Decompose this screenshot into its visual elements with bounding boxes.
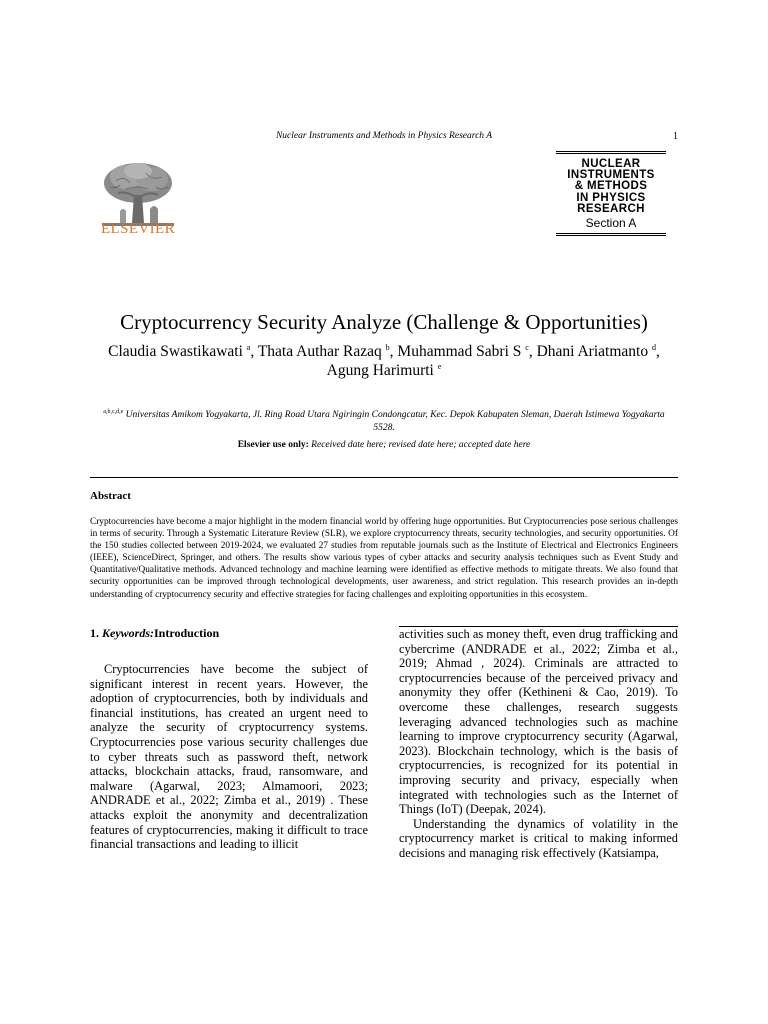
author-name: Claudia Swastikawati [108,343,243,360]
affiliation-text: Universitas Amikom Yogyakarta, Jl. Ring Road Utara Ngiringin Condongcatur, Kec. Depok Kabupaten Sleman, Daerah Istimewa Yogyakarta 5528. [125,410,665,433]
author-name: Dhani Ariatmanto [536,343,649,360]
author-name: Thata Authar Razaq [257,343,382,360]
divider [90,477,678,478]
paragraph: Understanding the dynamics of volatility in the cryptocurrency market is critical to making informed decisions and managing risk effectively (Katsiampa, [399,816,678,860]
author-mark: e [437,361,442,371]
article-title: Cryptocurrency Security Analyze (Challenge & Opportunities) [120,310,648,334]
author-name: Agung Harimurti [326,362,434,379]
running-head [90,131,678,141]
keywords-label: Keywords: [102,626,154,640]
elsevier-wordmark: ELSEVIER [100,221,176,237]
dates-text: Received date here; revised date here; accepted date here [308,440,531,450]
section-heading [90,626,219,641]
author-mark: d [651,342,656,352]
body-column-left [90,662,368,852]
journal-logo-box [556,151,666,236]
author-mark: a [246,342,251,352]
section-title: Introduction [154,626,220,640]
affiliation-marks: a,b,c,d,e [103,408,124,415]
section-number: 1. [90,626,102,640]
journal-section: Section A [585,216,637,231]
affiliation [100,409,668,435]
journal-name: NUCLEAR INSTRUMENTS & METHODS IN PHYSICS RESEARCH [567,158,655,215]
dates-label: Elsevier use only: [237,440,309,450]
paragraph: Cryptocurrencies have become the subject of significant interest in recent years. However, the adoption of cryptocurrencies, both by individuals and financial institutions, has created an urgent need to analyze the security of cryptocurrency systems. Cryptocurrencies pose various security challenges due to cyber threats such as password theft, network attacks, blockchain attacks, fraud, ransomware, and malware (Agarwal, 2023; Almamoori, 2023; ANDRADE et al., 2022; Zimba et al., 2019) . These attacks exploit the anonymity and decentralization features of cryptocurrencies, making it difficult to trace financial transactions and leading to illicit [90,662,368,852]
abstract-body: Cryptocurrencies have become a major highlight in the modern financial world by offering huge opportunities. But Cryptocurrencies pose serious challenges in terms of security. Through a Systematic Literature Review (SLR), we explore cryptocurrency threats, security technologies, and security opportunities. Of the 150 studies collected between 2019-2024, we evaluated 27 studies from reputable journals such as the Institute of Electrical and Electronics Engineers (IEEE), ScienceDirect, Springer, and others. The results show various types of cyber attacks and security analysis techniques such as Event Study and Quantitative/Qualitative methods. Advanced technology and machine learning were identified as effective methods to mitigate threats. We also found that security opportunities can be improved through technological developments, user awareness, and strict regulation. This research provides an in-depth understanding of cryptocurrency security and effective strategies for facing challenges and exploiting opportunities in this ecosystem. [90,517,678,600]
paragraph: activities such as money theft, even drug trafficking and cybercrime (ANDRADE et al., 2022; Zimba et al., 2019; Ahmad , 2024). Criminals are attracted to cryptocurrencies because of the perceived privacy and anonymity they offer (Kethineni & Cao, 2019). To overcome these challenges, research suggests leveraging advanced technologies such as machine learning to improve cryptocurrency security (Agarwal, 2023). Blockchain technology, which is the basis of cryptocurrencies, is recognized for its potential in improving security and privacy, especially when integrated with technologies such as the Internet of Things (IoT) (Deepak, 2024). [399,627,678,817]
page-number: 1 [673,131,678,142]
author-name: Muhammad Sabri S [397,343,522,360]
author-mark: b [385,342,390,352]
journal-running-title: Nuclear Instruments and Methods in Physics Research A [275,131,493,141]
author-mark: c [525,342,529,352]
body-column-right [399,627,678,861]
article-dates [90,440,678,450]
author-list: Claudia Swastikawati $^a$, Thata Authar Razaq $^b$, Muhammad Sabri S $^c$, Dhani Ariatmanto $^d$, Agung Harimurti $^e$ [108,342,660,379]
abstract-heading: Abstract [90,490,131,502]
